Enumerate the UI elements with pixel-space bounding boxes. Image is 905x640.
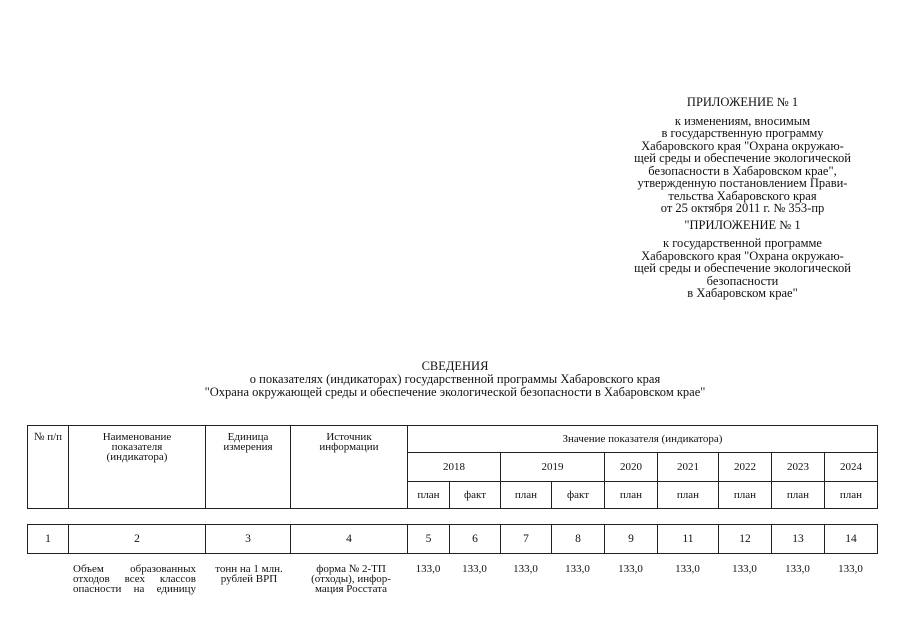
column-number: 11 xyxy=(658,525,719,554)
header-plan-2020: план xyxy=(605,482,658,509)
header-plan-2021: план xyxy=(658,482,719,509)
appendix-title-2: "ПРИЛОЖЕНИЕ № 1 xyxy=(684,217,801,232)
column-number: 12 xyxy=(719,525,772,554)
value-2024-plan: 133,0 xyxy=(838,563,863,575)
header-plan-2024: план xyxy=(825,482,878,509)
header-year-2021: 2021 xyxy=(658,453,719,482)
indicator-table-header xyxy=(27,425,878,509)
column-number: 9 xyxy=(605,525,658,554)
column-number: 2 xyxy=(69,525,206,554)
header-col-name: Наименование показателя (индикатора) xyxy=(69,426,206,509)
header-fact-2018: факт xyxy=(450,482,501,509)
indicator-source: форма № 2-ТП (отходы), инфор-мация Росстата xyxy=(311,563,391,595)
header-col-value: Значение показателя (индикатора) xyxy=(408,426,878,453)
column-number: 3 xyxy=(206,525,291,554)
appendix-text: к изменениям, вносимым в государственную программу Хабаровского края "Охрана окружаю- щей среды и обеспечение экологической безопасности в Хабаровском крае", утвержденную постановлением Прави- тельства Хабаровского края от 25 октября 2011 г. № 353-пр xyxy=(634,113,851,215)
header-plan-2019: план xyxy=(501,482,552,509)
indicator-unit: тонн на 1 млн. рублей ВРП xyxy=(215,563,283,585)
header-col-unit: Единица измерения xyxy=(206,426,291,509)
header-plan-2018: план xyxy=(408,482,450,509)
column-number: 1 xyxy=(28,525,69,554)
column-number: 6 xyxy=(450,525,501,554)
header-plan-2022: план xyxy=(719,482,772,509)
header-plan-2023: план xyxy=(772,482,825,509)
column-number: 13 xyxy=(772,525,825,554)
heading-line-1: о показателях (индикаторах) государственной программы Хабаровского края xyxy=(249,372,661,386)
heading-title: СВЕДЕНИЯ xyxy=(421,359,489,373)
indicator-name: Объем образованных отходов всех классов опасности на единицу xyxy=(73,563,196,595)
header-fact-2019: факт xyxy=(552,482,605,509)
header-col-no: № п/п xyxy=(28,426,69,509)
appendix-text-2: к государственной программе Хабаровского края "Охрана окружаю- щей среды и обеспечение экологической безопасности в Хабаровском крае" xyxy=(634,236,851,300)
column-number-row xyxy=(27,524,878,554)
header-col-source: Источник информации xyxy=(291,426,408,509)
value-2019-fact: 133,0 xyxy=(565,563,590,575)
value-2018-plan: 133,0 xyxy=(415,563,441,575)
appendix-title: ПРИЛОЖЕНИЕ № 1 xyxy=(686,95,799,109)
document-heading xyxy=(100,360,810,399)
column-number: 7 xyxy=(501,525,552,554)
heading-line-2: "Охрана окружающей среды и обеспечение экологической безопасности в Хабаровском крае" xyxy=(204,385,706,399)
value-2020-plan: 133,0 xyxy=(618,563,643,575)
header-year-2023: 2023 xyxy=(772,453,825,482)
header-year-2022: 2022 xyxy=(719,453,772,482)
value-2018-fact: 133,0 xyxy=(462,563,487,575)
header-year-2024: 2024 xyxy=(825,453,878,482)
header-year-2019: 2019 xyxy=(501,453,605,482)
column-number: 8 xyxy=(552,525,605,554)
value-2022-plan: 133,0 xyxy=(732,563,757,575)
header-year-2018: 2018 xyxy=(408,453,501,482)
column-number: 14 xyxy=(825,525,878,554)
table-row xyxy=(27,564,877,604)
header-year-2020: 2020 xyxy=(605,453,658,482)
column-number: 5 xyxy=(408,525,450,554)
value-2019-plan: 133,0 xyxy=(513,563,538,575)
appendix-block xyxy=(600,96,885,304)
value-2023-plan: 133,0 xyxy=(785,563,810,575)
column-number: 4 xyxy=(291,525,408,554)
value-2021-plan: 133,0 xyxy=(675,563,700,575)
